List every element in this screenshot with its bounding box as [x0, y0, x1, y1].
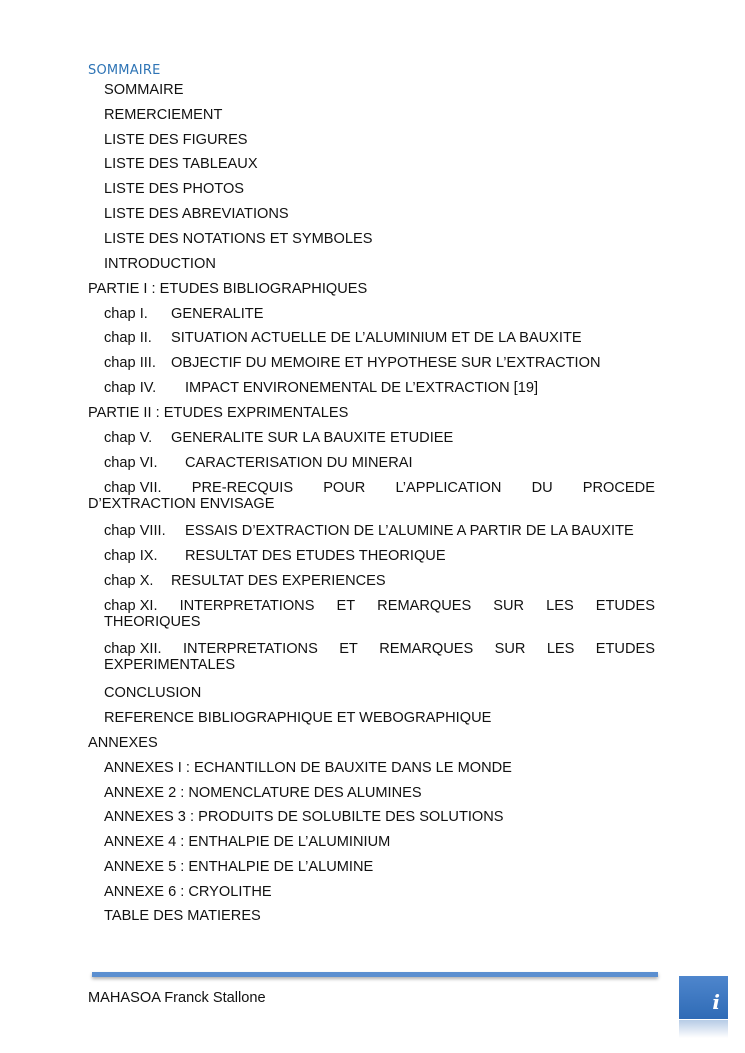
chapter-word: ET	[336, 598, 356, 614]
chapter-word: REMARQUES	[377, 598, 472, 614]
toc-entry-chap-7[interactable]	[88, 480, 655, 512]
chapter-number: chap II.	[104, 330, 152, 346]
chapter-number: chap XII.	[104, 641, 162, 657]
chapter-title: GENERALITE	[171, 306, 264, 322]
chapter-title: SITUATION ACTUELLE DE L’ALUMINIUM ET DE LA BAUXITE	[171, 330, 582, 346]
toc-entry-chap-1[interactable]	[104, 306, 263, 322]
chapter-title-continuation: EXPERIMENTALES	[104, 657, 236, 673]
toc-entry-reference[interactable]: REFERENCE BIBLIOGRAPHIQUE ET WEBOGRAPHIQUE	[104, 710, 492, 726]
toc-entry-chap-8[interactable]	[104, 523, 634, 539]
chapter-number: chap III.	[104, 355, 156, 371]
toc-entry-chap-9[interactable]	[104, 548, 446, 564]
footer-divider	[92, 972, 658, 977]
chapter-word: PRE-RECQUIS	[191, 480, 294, 496]
toc-entry-chap-11[interactable]	[104, 598, 655, 630]
chapter-number: chap IX.	[104, 548, 158, 564]
toc-heading: SOMMAIRE	[88, 63, 161, 78]
chapter-number: chap VI.	[104, 455, 158, 471]
chapter-title: GENERALITE SUR LA BAUXITE ETUDIEE	[171, 430, 454, 446]
toc-entry-remerciement[interactable]: REMERCIEMENT	[104, 107, 223, 123]
toc-entry-conclusion[interactable]: CONCLUSION	[104, 685, 202, 701]
chapter-number: chap I.	[104, 306, 148, 322]
toc-entry-liste-figures[interactable]: LISTE DES FIGURES	[104, 132, 248, 148]
chapter-title-continuation: THEORIQUES	[104, 614, 201, 630]
chapter-number: chap X.	[104, 573, 154, 589]
toc-entry-chap-3[interactable]	[104, 355, 601, 371]
toc-entry-annexe-5[interactable]: ANNEXE 5 : ENTHALPIE DE L’ALUMINE	[104, 859, 374, 875]
chapter-word: ETUDES	[595, 641, 655, 657]
chapter-number: chap V.	[104, 430, 153, 446]
chapter-word: SUR	[493, 598, 525, 614]
toc-entry-chap-2[interactable]	[104, 330, 582, 346]
chapter-number: chap VII.	[104, 480, 162, 496]
chapter-word: PROCEDE	[582, 480, 655, 496]
toc-entry-annexe-1[interactable]: ANNEXES I : ECHANTILLON DE BAUXITE DANS LE MONDE	[104, 760, 512, 776]
chapter-title: OBJECTIF DU MEMOIRE ET HYPOTHESE SUR L’EXTRACTION	[171, 355, 601, 371]
toc-entry-liste-notations[interactable]: LISTE DES NOTATIONS ET SYMBOLES	[104, 231, 373, 247]
toc-entry-chap-5[interactable]	[104, 430, 453, 446]
toc-entry-chap-4[interactable]	[104, 380, 538, 396]
chapter-title: IMPACT ENVIRONEMENTAL DE L’EXTRACTION [19]	[185, 380, 539, 396]
chapter-word: POUR	[323, 480, 366, 496]
chapter-number: chap XI.	[104, 598, 158, 614]
toc-entry-introduction[interactable]: INTRODUCTION	[104, 256, 216, 272]
chapter-word: INTERPRETATIONS	[179, 598, 315, 614]
toc-entry-partie-1[interactable]: PARTIE I : ETUDES BIBLIOGRAPHIQUES	[88, 281, 368, 297]
toc-entry-annexe-6[interactable]: ANNEXE 6 : CRYOLITHE	[104, 884, 272, 900]
toc-entry-annexe-2[interactable]: ANNEXE 2 : NOMENCLATURE DES ALUMINES	[104, 785, 422, 801]
chapter-word: ETUDES	[595, 598, 655, 614]
chapter-word: L’APPLICATION	[395, 480, 502, 496]
footer-author: MAHASOA Franck Stallone	[88, 990, 266, 1006]
chapter-title-continuation: D’EXTRACTION ENVISAGE	[88, 496, 275, 512]
chapter-title: CARACTERISATION DU MINERAI	[185, 455, 413, 471]
toc-entry-chap-10[interactable]	[104, 573, 386, 589]
toc-entry-sommaire[interactable]: SOMMAIRE	[104, 82, 184, 98]
chapter-word: DU	[531, 480, 553, 496]
page-number-reflection	[679, 1020, 728, 1038]
toc-entry-chap-12[interactable]	[104, 641, 655, 673]
toc-entry-annexes[interactable]: ANNEXES	[88, 735, 158, 751]
chapter-title: RESULTAT DES ETUDES THEORIQUE	[185, 548, 446, 564]
chapter-word: INTERPRETATIONS	[182, 641, 318, 657]
page-number-badge: i	[679, 976, 728, 1019]
chapter-number: chap VIII.	[104, 523, 166, 539]
toc-entry-table-matieres[interactable]: TABLE DES MATIERES	[104, 908, 261, 924]
toc-entry-annexe-4[interactable]: ANNEXE 4 : ENTHALPIE DE L’ALUMINIUM	[104, 834, 391, 850]
toc-entry-annexe-3[interactable]: ANNEXES 3 : PRODUITS DE SOLUBILTE DES SOLUTIONS	[104, 809, 504, 825]
toc-entry-partie-2[interactable]: PARTIE II : ETUDES EXPRIMENTALES	[88, 405, 349, 421]
toc-entry-liste-photos[interactable]: LISTE DES PHOTOS	[104, 181, 245, 197]
chapter-word: LES	[546, 641, 575, 657]
chapter-title: ESSAIS D’EXTRACTION DE L’ALUMINE A PARTIR DE LA BAUXITE	[185, 523, 634, 539]
chapter-word: LES	[546, 598, 574, 614]
chapter-number: chap IV.	[104, 380, 157, 396]
toc-entry-chap-6[interactable]	[104, 455, 413, 471]
toc-entry-liste-tableaux[interactable]: LISTE DES TABLEAUX	[104, 156, 258, 172]
chapter-word: ET	[339, 641, 358, 657]
chapter-word: SUR	[494, 641, 526, 657]
chapter-title: RESULTAT DES EXPERIENCES	[171, 573, 386, 589]
toc-entry-liste-abreviations[interactable]: LISTE DES ABREVIATIONS	[104, 206, 289, 222]
chapter-word: REMARQUES	[379, 641, 474, 657]
